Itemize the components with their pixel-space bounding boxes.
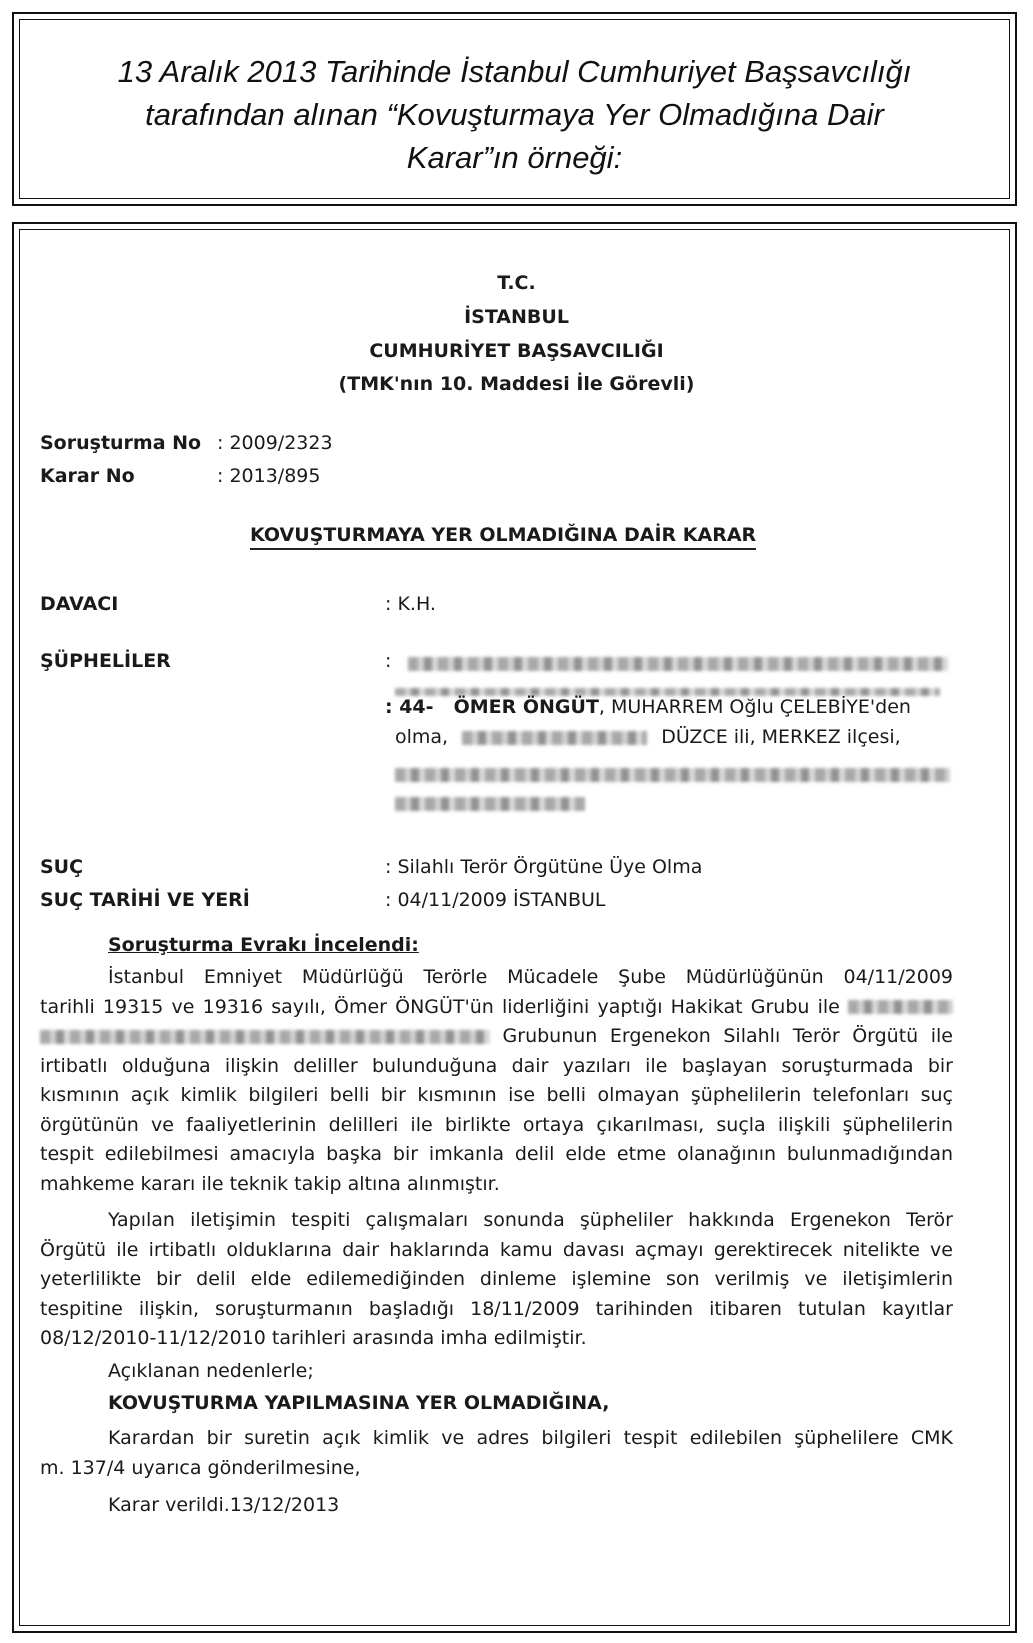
p1-line-8: mahkeme kararı ile teknik takip altına alınmıştır. <box>40 1172 500 1195</box>
redacted-address-1 <box>395 763 950 785</box>
suspect-birth-place: DÜZCE ili, MERKEZ ilçesi, <box>661 726 901 748</box>
redacted-suspect-1 <box>408 652 948 674</box>
redacted-birth-info <box>462 731 647 745</box>
offense-date-label: SUÇ TARİHİ VE YERİ <box>40 889 250 911</box>
suspect-number: : 44- <box>385 696 434 718</box>
paragraph-1 <box>40 963 953 1199</box>
letterhead-city: İSTANBUL <box>464 306 569 328</box>
suspects-colon: : <box>385 650 392 672</box>
caption-line-3: Karar”ın örneği: <box>406 140 623 175</box>
p2-line-5: 08/12/2010-11/12/2010 tarihleri arasında imha edilmiştir. <box>40 1327 587 1349</box>
caption-line-1: 13 Aralık 2013 Tarihinde İstanbul Cumhuriyet Başsavcılığı <box>117 54 912 89</box>
suspect-birth-line <box>395 726 901 748</box>
p3-line-1: Karardan bir suretin açık kimlik ve adres bilgileri tespit edilebilen şüphelilere CMK <box>108 1427 953 1449</box>
section-heading: Soruşturma Evrakı İncelendi: <box>108 934 419 956</box>
decision-no-value: : 2013/895 <box>217 465 321 487</box>
reasons-line: Açıklanan nedenlerle; <box>108 1360 314 1382</box>
p1-line-1: İstanbul Emniyet Müdürlüğü Terörle Mücadele Şube Müdürlüğünün 04/11/2009 <box>108 966 953 988</box>
suspect-parent: , MUHARREM Oğlu ÇELEBİYE'den <box>598 696 911 718</box>
p1-line-3: Grubunun Ergenekon Silahlı Terör Örgütü ile <box>40 1022 953 1052</box>
decision-no-label: Karar No <box>40 465 135 487</box>
suspect-44-line <box>385 696 911 718</box>
paragraph-3 <box>40 1424 953 1483</box>
caption-line-2: tarafından alınan “Kovuşturmaya Yer Olmadığına Dair <box>145 97 884 132</box>
investigation-no-label: Soruşturma No <box>40 432 202 454</box>
p1-line-6: örgütünün ve faaliyetlerinin delilleri ile birlikte ortaya çıkarılması, suçla ilişkili şüphelilerin <box>40 1113 953 1136</box>
offense-date-value: : 04/11/2009 İSTANBUL <box>385 889 606 911</box>
suspect-birth-prefix: olma, <box>395 726 449 748</box>
p1-line-5: kısmının açık kimlik bilgileri belli bir kısmının ise belli olmayan şüphelilerin telefonları suç <box>40 1084 953 1106</box>
verdict-line: KOVUŞTURMA YAPILMASINA YER OLMADIĞINA, <box>108 1392 610 1414</box>
p3-line-2: m. 137/4 uyarıca gönderilmesine, <box>40 1456 361 1479</box>
redacted-address-2 <box>395 792 585 814</box>
p2-line-2: Örgütü ile irtibatlı olduklarına dair haklarında kamu davası açmayı gerektirecek nitelikte ve <box>40 1238 953 1261</box>
letterhead-office: CUMHURİYET BAŞSAVCILIĞI <box>369 340 664 362</box>
p2-line-4: tespitine ilişkin, soruşturmanın başladığı 18/11/2009 tarihinden itibaren tutulan kayıtlar <box>40 1297 953 1320</box>
p1-line-2: tarihli 19315 ve 19316 sayılı, Ömer ÖNGÜT'ün liderliğini yaptığı Hakikat Grubu ile <box>40 993 953 1023</box>
investigation-no-value: : 2009/2323 <box>217 432 333 454</box>
letterhead-tc: T.C. <box>497 272 536 294</box>
p2-line-1: Yapılan iletişimin tespiti çalışmaları sonunda şüpheliler hakkında Ergenekon Terör <box>108 1209 953 1231</box>
plaintiff-value: : K.H. <box>385 593 436 615</box>
letterhead-duty: (TMK'nın 10. Maddesi İle Görevli) <box>338 373 695 395</box>
closing-line: Karar verildi.13/12/2013 <box>108 1494 340 1516</box>
suspect-name: ÖMER ÖNGÜT <box>453 696 599 718</box>
p1-line-4: irtibatlı olduğuna ilişkin deliller bulunduğuna dair yazıları ile başlayan soruşturmada bir <box>40 1054 953 1077</box>
p1-line-7: tespit edilebilmesi amacıyla başka bir imkanla delil elde etme olanağının bulunmadığından <box>40 1143 953 1165</box>
offense-label: SUÇ <box>40 856 84 878</box>
offense-value: : Silahlı Terör Örgütüne Üye Olma <box>385 856 703 878</box>
p2-line-3: yeterlilikte bir delil elde edilemediğinden dinleme işlemine son verilmiş ve iletişimlerin <box>40 1268 953 1290</box>
decision-title: KOVUŞTURMAYA YER OLMADIĞINA DAİR KARAR <box>250 524 756 550</box>
redacted-group-name <box>40 1030 490 1044</box>
plaintiff-label: DAVACI <box>40 593 119 615</box>
suspects-label: ŞÜPHELİLER <box>40 650 171 672</box>
paragraph-2 <box>40 1206 953 1354</box>
